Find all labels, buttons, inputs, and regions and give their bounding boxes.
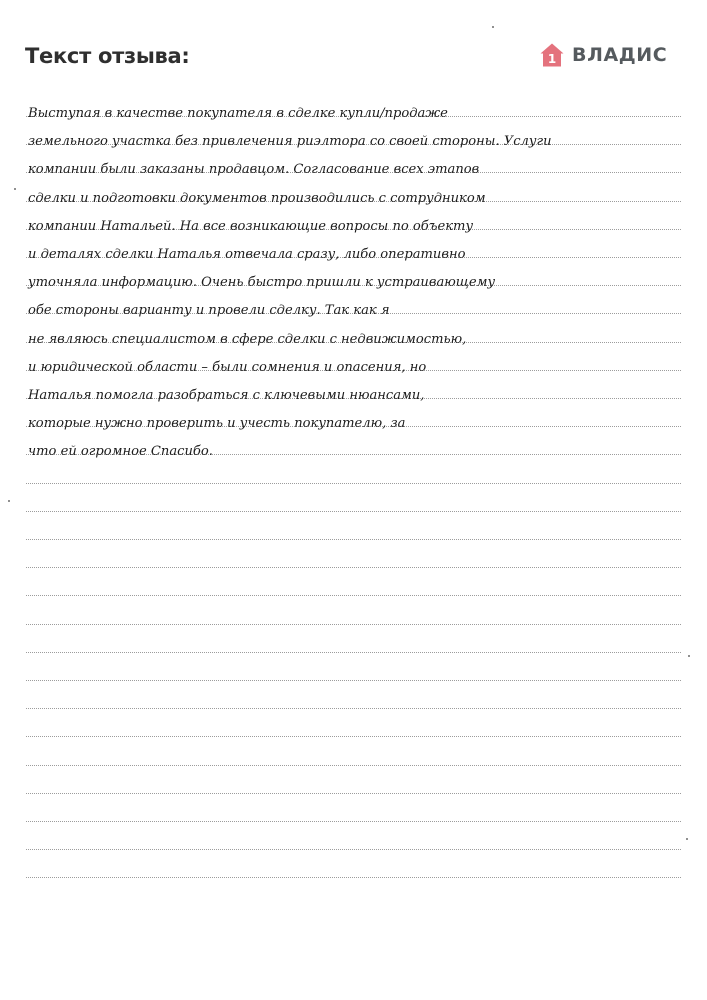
ruled-line: [26, 539, 681, 540]
review-text-line: и юридической области – были сомнения и опасения, но: [28, 359, 427, 375]
review-text-line: земельного участка без привлечения риэлтора со своей стороны. Услуги: [28, 134, 552, 150]
ruled-line: [26, 483, 681, 484]
ruled-line: [26, 821, 681, 822]
review-text-line: которые нужно проверить и учесть покупателю, за: [28, 416, 406, 432]
scan-speck: [688, 655, 690, 657]
review-text-line: сделки и подготовки документов производились с сотрудником: [28, 190, 486, 206]
ruled-line: [26, 652, 681, 653]
review-text-line: Выступая в качестве покупателя в сделке купли/продаже: [28, 106, 448, 121]
ruled-line: [26, 511, 681, 512]
review-text-line: что ей огромное Спасибо.: [28, 444, 213, 460]
review-text-line: и деталях сделки Наталья отвечала сразу, либо оперативно: [28, 246, 466, 262]
ruled-line: [26, 595, 681, 596]
ruled-line: [26, 877, 681, 878]
ruled-line: [26, 765, 681, 766]
ruled-line: [26, 567, 681, 568]
page-title: Текст отзыва:: [25, 44, 190, 68]
review-text-line: компании Натальей. На все возникающие вопросы по объекту: [28, 218, 474, 234]
ruled-line: [26, 680, 681, 681]
ruled-line: [26, 793, 681, 794]
brand-name: ВЛАДИС: [572, 44, 668, 66]
ruled-line: [26, 849, 681, 850]
scan-speck: [686, 838, 688, 840]
ruled-line: [26, 624, 681, 625]
review-text-line: Наталья помогла разобраться с ключевыми нюансами,: [28, 387, 425, 403]
logo-mark-digit: 1: [547, 52, 557, 66]
scan-speck: [492, 26, 494, 28]
scan-speck: [8, 500, 10, 502]
review-text-line: уточняла информацию. Очень быстро пришли к устраивающему: [28, 275, 496, 291]
ruled-line: [26, 736, 681, 737]
handwritten-review-text: [28, 100, 688, 466]
review-text-line: обе стороны варианту и провели сделку. Так как я: [28, 303, 390, 319]
scan-speck: [14, 188, 16, 190]
review-text-line: не являюсь специалистом в сфере сделки с недвижимостью,: [28, 331, 467, 347]
review-text-line: компании были заказаны продавцом. Согласование всех этапов: [28, 162, 480, 178]
ruled-line: [26, 708, 681, 709]
